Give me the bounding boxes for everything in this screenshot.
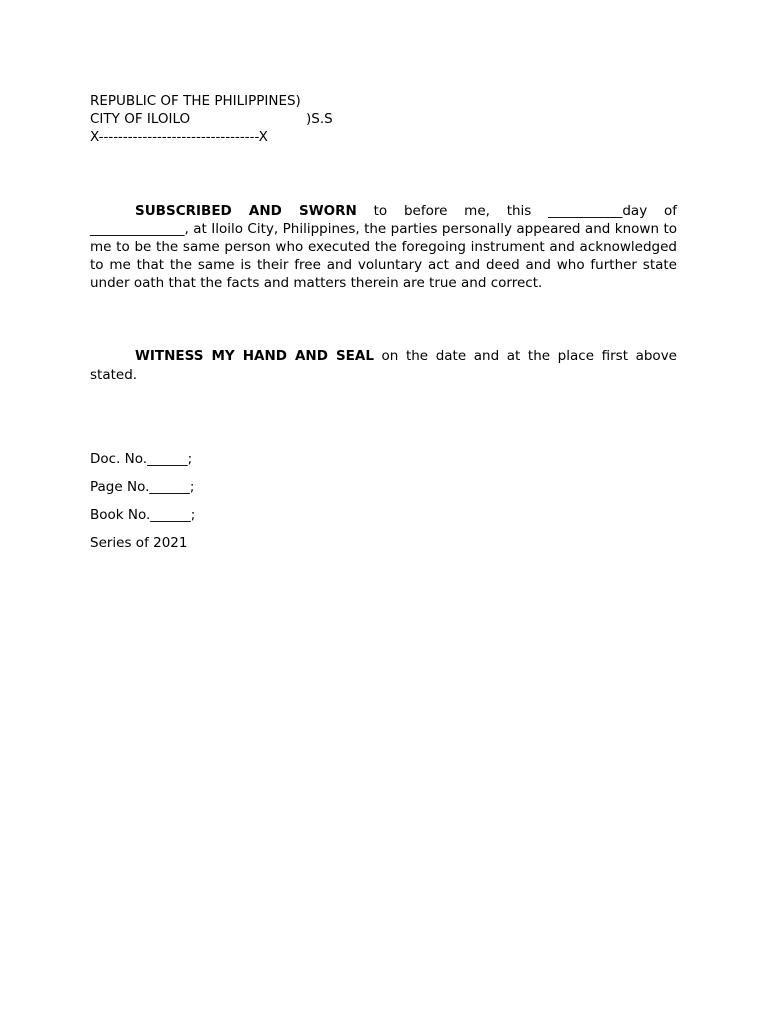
doc-no: Doc. No.______;	[90, 451, 193, 467]
venue-block	[90, 92, 390, 146]
venue-city-row	[90, 110, 390, 128]
jurat-body: to before me, this ___________day of ______________, at Iloilo City, Philippines, the parties personally appeared and known to me to be the same person who executed the foregoing instrument and acknowledged to me that the same is their free and voluntary act and deed and who further state under oath that the facts and matters therein are true and correct.	[90, 203, 677, 291]
witness-lead: WITNESS MY HAND AND SEAL	[135, 348, 374, 364]
witness-paragraph	[90, 347, 677, 385]
venue-republic: REPUBLIC OF THE PHILIPPINES)	[90, 93, 301, 109]
venue-separator: X---------------------------------X	[90, 129, 268, 145]
notarial-registry	[90, 450, 390, 562]
witness-body: on the date and at the place first above stated.	[90, 348, 677, 383]
series: Series of 2021	[90, 535, 188, 551]
page-no: Page No.______;	[90, 479, 195, 495]
venue-ss: )S.S	[306, 111, 333, 127]
jurat-lead: SUBSCRIBED AND SWORN	[135, 203, 357, 219]
book-no: Book No.______;	[90, 507, 196, 523]
venue-city: CITY OF ILOILO	[90, 111, 191, 127]
jurat-paragraph	[90, 202, 677, 292]
